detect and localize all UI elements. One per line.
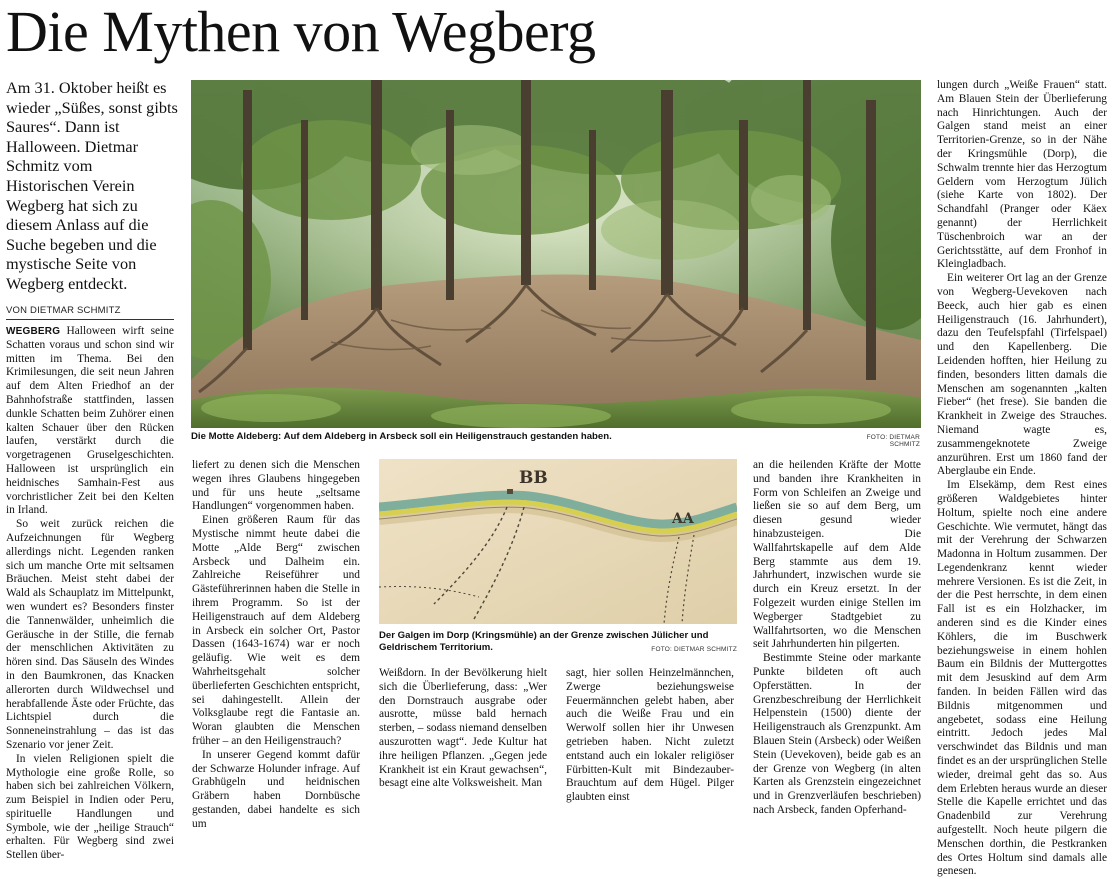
col6-paragraph-1: lungen durch „Weiße Frauen“ statt. Am Blauen Stein der Überlieferung nach Hinrichtungen. Auch der Galgen stand meist an einer Territorien-Grenze, so in der Nähe der Kringsmühle (Dorp), die Schwalm trennte hier das Herzogtum Geldern vom Herzogtum Jülich (siehe Karte von 1802). Der Schandfahl (Pranger oder Käex genannt) der Herrlichkeit Tüschenbroich war an der Gerichtsstätte, auf dem Fronhof in Kleingladbach. bbox=[937, 79, 1107, 271]
column-2 bbox=[192, 459, 360, 832]
historic-map-image bbox=[379, 459, 737, 624]
col1-paragraph-3: In vielen Religionen spielt die Mythologie eine große Rolle, so haben sich bei zahlreichen Völkern, zum Beispiel in Indien oder Peru, spirituelle Handlungen und Symbole, wie der „heilige Strauch“ erhalten. Für Wegberg sind zwei Stellen über- bbox=[6, 752, 174, 862]
col3-paragraph-1: Weißdorn. In der Bevölkerung hielt sich die Überlieferung, dass: „Wer den Dornstrauch ausgrabe oder ausrotte, müsse bald hernach sterben, – sodass niemand denselben auszurotten wagt“. Jede Kultur hat ihre heiligen Pflanzen. „Gegen jede Krankheit ist ein Kraut gewachsen“, besagt eine alte Volksweisheit. Man bbox=[379, 667, 547, 790]
col5-paragraph-2: Bestimmte Steine oder markante Punkte bildeten oft auch Opferstätten. In der Grenzbeschreibung der Herrlichkeit Helpenstein (1500) diente der Heiligenstrauch als Grenzpunkt. Am Blauen Stein (Arsbeck) oder Weißen Stein (Uevekoven), beide gab es an der Grenze von Wegberg (in alten Karten als Grenzstein eingezeichnet und in Grenzverläufen beschrieben) nach Arsbeck, fanden Opferhand- bbox=[753, 652, 921, 816]
column-4 bbox=[566, 667, 734, 805]
col2-paragraph-3: In unserer Gegend kommt dafür der Schwarze Holunder infrage. Auf Grabhügeln und heidnischen Gräbern haben Dornbüsche gestanden, dabei handelte es sich um bbox=[192, 748, 360, 830]
map-photo-credit: FOTO: DIETMAR SCHMITZ bbox=[651, 646, 737, 653]
col2-paragraph-2: Einen größeren Raum für das Mystische nimmt heute dabei die Motte „Alde Berg“ zwischen Arsbeck und Dalheim ein. Zahlreiche Reiseführer und Gästeführerinnen haben die Stelle in ihrem Programm. So ist der Heiligenstrauch auf dem Aldeberg in Arsbeck ein solcher Ort, Pastor Dassen (1643-1674) war er noch geläufig. Wie weit es dem Wahrheitsgehalt solcher überlieferten Geschichten entspricht, sei dahingestellt. Allein der Volksglaube regt die Fantasie an. Woran glaubten die Menschen früher – an den Heiligenstrauch? bbox=[192, 514, 360, 747]
map-photo-caption: Der Galgen im Dorp (Kringsmühle) an der Grenze zwischen Jülicher und Geldrischem Territorium. bbox=[379, 630, 709, 654]
col1-paragraph-1: WEGBERG Halloween wirft seine Schatten voraus und schon sind wir mitten im Thema. Bei den Krimilesungen, die seit neun Jahren auf dem Alten Friedhof an der Bahnhofstraße stattfinden, lassen dunkle Schatten beim Zuhörer einen kalten Schauer über den Rücken laufen, verstärkt durch die vorgetragenen Gruselgeschichten. Halloween ist ursprünglich ein heidnisches Samhain-Fest aus vorchristlicher Zeit bei den Kelten in Irland. bbox=[6, 325, 174, 517]
col2-paragraph-1: liefert zu denen sich die Menschen wegen ihres Glaubens hingegeben und für uns heute „seltsame Handlungen“ vorgenommen haben. bbox=[192, 459, 360, 513]
map-photo bbox=[379, 459, 737, 624]
main-photo-caption: Die Motte Aldeberg: Auf dem Aldeberg in Arsbeck soll ein Heiligenstrauch gestanden haben. bbox=[191, 431, 612, 442]
main-photo bbox=[191, 80, 921, 428]
lead-paragraph: Am 31. Oktober heißt es wieder „Süßes, sonst gibts Saures“. Dann ist Halloween. Dietmar Schmitz vom Historischen Verein Wegberg hat sich zu diesem Anlass auf die Suche begeben und die mystische Seite von Wegberg entdeckt. bbox=[6, 78, 178, 293]
col5-paragraph-1: an die heilenden Kräfte der Motte und banden ihre Krankheiten in Form von Schleifen an Zweige und ließen sie so auf dem Berg, um diesen gesund wieder hinabzusteigen. Die Wallfahrtskapelle auf dem Alde Berg stammte aus dem 19. Jahrhundert, inzwischen wurde sie durch ein Kreuz ersetzt. In der Folgezeit wurden einige Stellen im Wegberger Stadtgebiet zu Wallfahrtsorten, wo die Menschen seit Jahrhunderten hin pilgerten. bbox=[753, 459, 921, 651]
headline: Die Mythen von Wegberg bbox=[6, 0, 596, 64]
byline: VON DIETMAR SCHMITZ bbox=[6, 305, 174, 320]
map-label-aa: AA bbox=[672, 511, 694, 527]
dateline: WEGBERG bbox=[6, 326, 61, 337]
col6-paragraph-3: Im Elsekämp, dem Rest eines größeren Waldgebietes hinter Holtum, spielte noch eine andere Geschichte. Wie vermutet, hängt das mit der Verehrung der Schwarzen Madonna in Holtum zusammen. Der Legendenkranz kennt wieder mehrere Versionen. Es ist die Zeit, in der die Pest herrschte, in dem einen Fall ist es ein Holzhacker, im anderen sind es die Kinder eines Köhlers, die im Buschwerk beziehungsweise in einem hohlen Baum ein Bildnis der Muttergottes mit dem Jesuskind auf dem Arm fanden. In beiden Fällen wird das Bildnis mitgenommen und angebetet, sodass eine Heilung eintritt. Jedoch jedes Mal verschwindet das Bildnis und man findet es an der ursprünglichen Stelle wieder, dreimal geht das so. Aus dem Erlebten heraus wurde an dieser Stelle die Kapelle errichtet und das Gnadenbild zur Verehrung aufgestellt. Noch heute pilgern die Menschen dorthin, die Pestkranken des Ortes Holtum sind damals alle genesen. bbox=[937, 479, 1107, 878]
map-label-bb: BB bbox=[519, 468, 548, 488]
col6-paragraph-2: Ein weiterer Ort lag an der Grenze von Wegberg-Uevekoven nach Beeck, auch hier gab es einen Heiligenstrauch (16. Jahrhundert), dazu den Teufelspfahl (Tirfelspael) und den Kapellenberg. Die Leidenden hofften, hier Heilung zu finden, besonders litten damals die Menschen am sogenannten „kalten Fieber“ (het frese). Sie banden die Krankheit in Zweige des Strauches. Niemand wagte es, zusammengeknotete Zweige anzurühren. Erst um 1860 fand der Aberglaube ein Ende. bbox=[937, 272, 1107, 478]
column-6 bbox=[937, 79, 1107, 879]
col4-paragraph-1: sagt, hier sollen Heinzelmännchen, Zwerge beziehungsweise Feuermännchen gelebt haben, aber auch die Weiße Frau und ein Werwolf sollen hier ihr Unwesen getrieben haben. Nicht zuletzt entstand auch ein lokaler religiöser Fürbitten-Kult mit Bindezauber-Brauchtum auf dem Hügel. Pilger glaubten einst bbox=[566, 667, 734, 804]
column-5 bbox=[753, 459, 921, 818]
forest-photo-image bbox=[191, 80, 921, 428]
column-3 bbox=[379, 667, 547, 791]
col1-paragraph-2: So weit zurück reichen die Aufzeichnungen für Wegberg allerdings nicht. Legenden ranken sich um manche Orte mit seltsamen Bräuchen. Meist steht dabei der Wald als Schauplatz im Mittelpunkt, wen wundert es? Besonders finster die Tannenwälder, unheimlich die Geräusche in der Stille, die fernab der menschlichen Aktivitäten zu hören sind. Das Säuseln des Windes in den Baumkronen, das Knacken allerorten durch Wildwechsel und herabfallende Äste oder Früchte, das Lichtspiel durch die Sonneneinstrahlung – das ist das Szenario vor jener Zeit. bbox=[6, 518, 174, 751]
column-1 bbox=[6, 325, 174, 863]
main-photo-credit: FOTO: DIETMAR SCHMITZ bbox=[866, 434, 920, 448]
